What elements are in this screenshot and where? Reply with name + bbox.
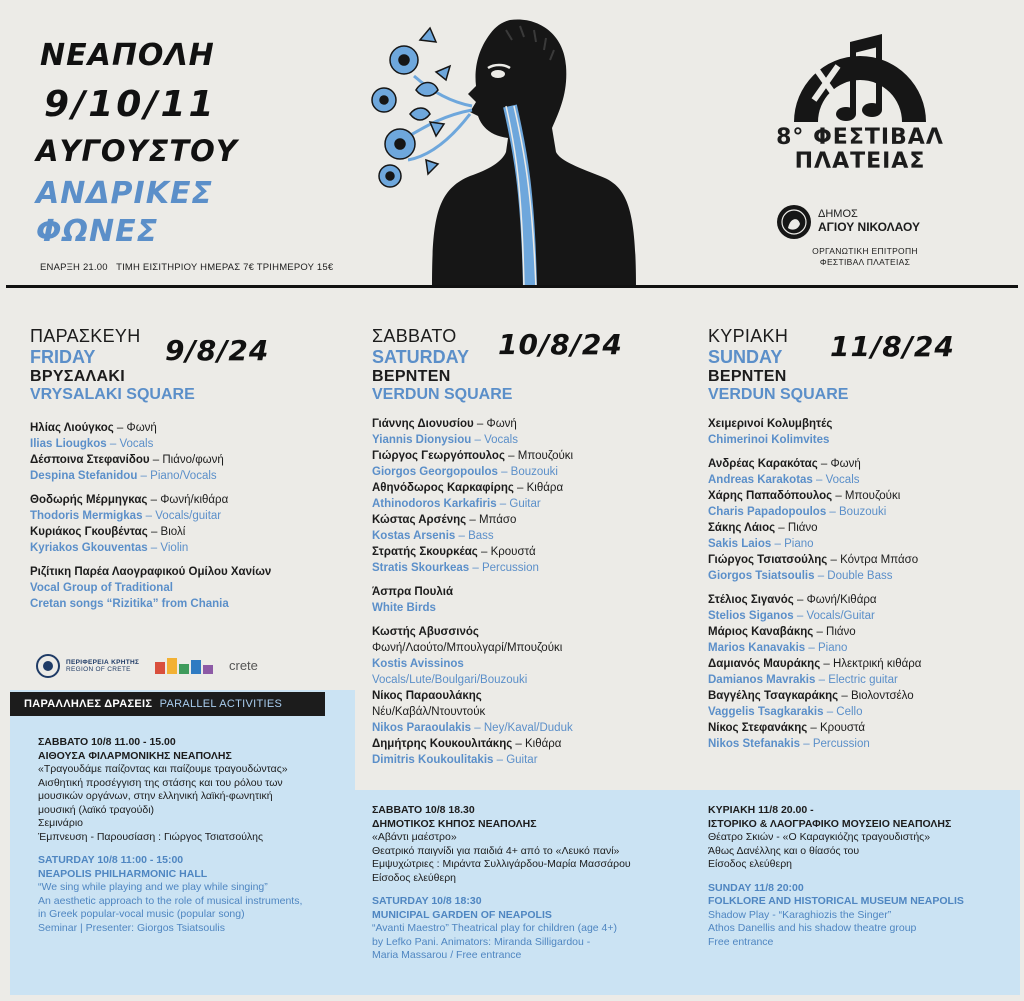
performer-role-english: Vocals/guitar: [155, 510, 222, 522]
municipality-seal-icon: [776, 204, 812, 240]
performer-name-english: Nikos Stefanakis: [708, 738, 801, 750]
dash: –: [820, 658, 833, 670]
dash: –: [512, 738, 525, 750]
dash: –: [793, 610, 807, 622]
performer-name-english: Nikos Paraoulakis: [372, 722, 472, 734]
event-shadow-play: [708, 804, 1018, 949]
spacer: [708, 872, 1018, 882]
lineup-row: [372, 416, 692, 432]
performer-name: Ανδρέας Καρακότας: [708, 458, 818, 470]
lineup: [708, 416, 1018, 752]
spacer: [372, 885, 692, 895]
performer-name: Δημήτρης Κουκουλιτάκης: [372, 738, 513, 750]
header-divider: [6, 285, 1018, 288]
parallel-label-greek: ΠΑΡΑΛΛΗΛΕΣ ΔΡΑΣΕΙΣ: [24, 698, 153, 710]
event-heading-english: NEAPOLIS PHILHARMONIC HALL: [38, 867, 208, 880]
lineup-row: [30, 564, 350, 580]
dash: –: [815, 674, 829, 686]
lineup-row: [372, 560, 692, 576]
lineup-row: [708, 672, 1018, 688]
performer-role: Κιθάρα: [525, 738, 562, 750]
day-greek: ΚΥΡΙΑΚΗ: [708, 326, 789, 346]
performer-name-english: Sakis Laios: [708, 538, 772, 550]
day-column-saturday: [372, 326, 692, 768]
parallel-activities-header: [10, 692, 325, 716]
municipality-prefix: ΔΗΜΟΣ: [818, 208, 858, 220]
dash: –: [147, 542, 161, 554]
crete-wordmark: crete: [229, 657, 258, 673]
event-text-english: Free entrance: [708, 935, 774, 948]
lineup-row: [708, 456, 1018, 472]
lineup-row: [372, 672, 692, 688]
lineup-row: [372, 464, 692, 480]
performer-name: Χάρης Παπαδόπουλος: [708, 490, 833, 502]
header-dates: 9/10/11: [44, 84, 217, 125]
group-name-english: Vocal Group of Traditional: [30, 582, 173, 594]
day-column-sunday: [708, 326, 1018, 752]
lineup: [372, 416, 692, 768]
event-heading-english: SATURDAY 10/8 11:00 - 15:00: [38, 854, 184, 866]
performer-name-english: Vaggelis Tsagkarakis: [708, 706, 824, 718]
lineup-row: [708, 520, 1018, 536]
event-text-english: Athos Danellis and his shadow theatre group: [708, 922, 917, 934]
performer-role: Πιάνο: [787, 522, 818, 534]
performer-role: Μπάσο: [478, 514, 517, 526]
performer-name: Δαμιανός Μαυράκης: [708, 658, 821, 670]
event-text-english: Seminar | Presenter: Giorgos Tsiatsoulis: [38, 921, 225, 934]
event-heading: ΙΣΤΟΡΙΚΟ & ΛΑΟΓΡΑΦΙΚΟ ΜΟΥΣΕΙΟ ΝΕΑΠΟΛΗΣ: [708, 817, 952, 830]
spacer: [38, 844, 358, 854]
event-text: «Αβάντι μαέστρο»: [372, 831, 457, 843]
event-theatre-play: [372, 804, 692, 963]
performer-name: Σάκης Λάιος: [708, 522, 776, 534]
region-greek: ΠΕΡΙΦΕΡΕΙΑ ΚΡΗΤΗΣ: [66, 659, 140, 666]
spacer: [708, 584, 1018, 592]
parallel-label-english: PARALLEL ACTIVITIES: [159, 698, 283, 710]
lineup-row: [708, 416, 1018, 432]
performer-role-english: Cello: [836, 706, 863, 718]
lineup-row: [30, 580, 350, 596]
performer-role-english: Violin: [160, 542, 189, 554]
performer-role: Φωνή/Κιθάρα: [806, 594, 877, 606]
region-crete-logo: [36, 654, 139, 678]
performer-name: Γιώργος Γεωργόπουλος: [372, 450, 505, 462]
performer-name-english: Thodoris Mermigkas: [30, 510, 143, 522]
lineup-row: [708, 624, 1018, 640]
performer-role: Βιολί: [160, 526, 186, 538]
performer-role: Φωνή/κιθάρα: [160, 494, 229, 506]
lineup-row: [372, 512, 692, 528]
performer-role: Κιθάρα: [526, 482, 564, 494]
performer-name-english: Stratis Skourkeas: [372, 562, 470, 574]
event-seminar: [38, 736, 358, 935]
day-column-friday: [30, 326, 350, 612]
festival-label-line2: ΠΛΑΤΕΙΑΣ: [794, 149, 926, 174]
municipality-name: [818, 208, 920, 235]
header-info: ΕΝΑΡΞΗ 21.00 ΤΙΜΗ ΕΙΣΙΤΗΡΙΟΥ ΗΜΕΡΑΣ 7€ ΤΡΙΗΜΕΡΟΥ 15€: [40, 262, 334, 273]
performer-role: Μπουζούκι: [517, 450, 574, 462]
event-text: Εμψυχώτριες : Μιράντα Συλλιγάρδου-Μαρία Μασσάρου: [372, 858, 631, 870]
spacer: [372, 616, 692, 624]
event-text-english: in Greek popular-vocal music (popular song): [38, 908, 245, 920]
dash: –: [504, 450, 518, 462]
committee-line1: ΟΡΓΑΝΩΤΙΚΗ ΕΠΙΤΡΟΠΗ: [812, 246, 918, 256]
venue-greek: ΒΕΡΝΤΕΝ: [372, 368, 451, 385]
dash: –: [471, 722, 484, 734]
performer-role: Κρουστά: [490, 546, 536, 558]
performer-role: Βιολοντσέλο: [850, 690, 914, 702]
committee-label: [800, 246, 930, 268]
performer-role-english: Piano/Vocals: [150, 470, 217, 482]
event-text-english: Shadow Play - “Karaghiozis the Singer”: [708, 908, 892, 921]
performer-role-english: Bass: [468, 530, 494, 542]
dash: –: [793, 594, 807, 606]
lineup-row: [372, 448, 692, 464]
performer-name-english: Andreas Karakotas: [708, 474, 813, 486]
lineup-row: [30, 436, 350, 452]
event-heading: ΑΙΘΟΥΣΑ ΦΙΛΑΡΜΟΝΙΚΗΣ ΝΕΑΠΟΛΗΣ: [38, 749, 232, 762]
event-heading-english: SUNDAY 11/8 20:00: [708, 881, 804, 894]
lineup: [30, 420, 350, 612]
dash: –: [812, 474, 826, 486]
performer-name: Νίκος Παραουλάκης: [372, 690, 482, 702]
lineup-row: [30, 540, 350, 556]
performer-role-english: Guitar: [506, 754, 538, 766]
performer-role-english: Bouzouki: [839, 506, 887, 518]
event-text: μουσική (λαϊκό τραγούδι): [38, 803, 155, 816]
performer-role: Πιάνο: [826, 626, 856, 638]
dash: –: [513, 482, 527, 494]
event-text: «Τραγουδάμε παίζοντας και παίζουμε τραγουδώντας»: [38, 763, 288, 775]
dash: –: [827, 554, 841, 566]
event-text: μουσικών οργάνων, στην ελληνική λαϊκή-φωνητική: [38, 790, 273, 802]
crete-brand-logo: [155, 656, 258, 674]
dash: –: [832, 490, 845, 502]
event-text-english: An aesthetic approach to the role of musical instruments,: [38, 894, 303, 907]
lineup-row: [372, 656, 692, 672]
performer-name: Κώστας Αρσένης: [372, 514, 467, 526]
dash: –: [149, 454, 163, 466]
event-text: Είσοδος ελεύθερη: [372, 871, 457, 884]
performer-role: Νέυ/Καβάλ/Ντουντούκ: [372, 706, 486, 718]
region-seal-icon: [36, 654, 60, 678]
performer-role: Φωνή: [486, 418, 517, 430]
performer-name-english: Stelios Siganos: [708, 610, 794, 622]
dash: –: [147, 526, 161, 538]
performer-name-english: Marios Kanavakis: [708, 642, 806, 654]
spacer: [30, 556, 350, 564]
performer-role-english: Vocals/Lute/Boulgari/Bouzouki: [372, 674, 528, 686]
lineup-row: [372, 600, 692, 616]
performer-name-english: Giorgos Georgopoulos: [372, 466, 498, 478]
performer-name: Μάριος Καναβάκης: [708, 626, 814, 638]
lineup-row: [30, 492, 350, 508]
day-english: SUNDAY: [708, 347, 783, 367]
venue-greek: ΒΡΥΣΑΛΑΚΙ: [30, 368, 125, 385]
performer-role-english: Vocals: [825, 474, 860, 486]
performer-name-english: Giorgos Tsiatsoulis: [708, 570, 815, 582]
lineup-row: [708, 552, 1018, 568]
spacer: [708, 448, 1018, 456]
event-heading-english: SATURDAY 10/8 18:30: [372, 895, 482, 907]
lineup-row: [708, 504, 1018, 520]
lineup-row: [708, 736, 1018, 752]
performer-name: Γιάννης Διονυσίου: [372, 418, 474, 430]
dash: –: [137, 470, 151, 482]
dash: –: [469, 562, 482, 574]
performer-name: Νίκος Στεφανάκης: [708, 722, 808, 734]
festival-logo-icon: [790, 30, 930, 125]
header-town: ΝΕΑΠΟΛΗ: [40, 38, 215, 73]
lineup-row: [708, 608, 1018, 624]
performer-name-english: Despina Stefanidou: [30, 470, 138, 482]
performer-name: Δέσποινα Στεφανίδου: [30, 454, 150, 466]
performer-name-english: Yiannis Dionysiou: [372, 434, 472, 446]
dash: –: [838, 690, 851, 702]
performer-name-english: Athinodoros Karkafiris: [372, 498, 497, 510]
dash: –: [466, 514, 479, 526]
event-text: Αισθητική προσέγγιση της στάσης και του ρόλου των: [38, 776, 283, 789]
lineup-row: [372, 752, 692, 768]
performer-role-english: Guitar: [509, 498, 541, 510]
performer-name: Βαγγέλης Τσαγκαράκης: [708, 690, 839, 702]
event-heading-english: FOLKLORE AND HISTORICAL MUSEUM NEAPOLIS: [708, 895, 964, 907]
lineup-row: [30, 468, 350, 484]
lineup-row: [372, 688, 692, 704]
lineup-row: [30, 420, 350, 436]
event-text: Θεατρικό παιγνίδι για παιδιά 4+ από το «Λευκό πανί»: [372, 844, 620, 857]
lineup-row: [708, 656, 1018, 672]
performer-name: Αθηνόδωρος Καρκαφίρης: [372, 482, 514, 494]
festival-label: [770, 126, 950, 174]
dash: –: [497, 466, 511, 478]
singer-illustration: [360, 10, 640, 288]
lineup-row: [708, 640, 1018, 656]
region-text: [66, 659, 139, 673]
date-saturday: 10/8/24: [498, 328, 623, 361]
lineup-row: [372, 736, 692, 752]
performer-name: Χειμερινοί Κολυμβητές: [708, 418, 833, 430]
dash: –: [455, 530, 469, 542]
performer-name: Ριζίτικη Παρέα Λαογραφικού Ομίλου Χανίων: [30, 566, 272, 578]
performer-name: Άσπρα Πουλιά: [372, 586, 454, 598]
dash: –: [106, 438, 120, 450]
lineup-row: [372, 704, 692, 720]
dash: –: [807, 722, 821, 734]
day-greek: ΣΑΒΒΑΤΟ: [372, 326, 457, 346]
event-heading-english: MUNICIPAL GARDEN OF NEAPOLIS: [372, 908, 552, 921]
performer-role: Κόντρα Μπάσο: [840, 554, 919, 566]
spacer: [372, 576, 692, 584]
dash: –: [473, 418, 487, 430]
date-friday: 9/8/24: [165, 334, 270, 367]
dash: –: [493, 754, 507, 766]
lineup-row: [372, 584, 692, 600]
dash: –: [771, 538, 785, 550]
dash: –: [471, 434, 485, 446]
performer-name: Κυριάκος Γκουβέντας: [30, 526, 148, 538]
lineup-row: [708, 432, 1018, 448]
dash: –: [817, 458, 831, 470]
group-name-english: Chimerinoi Kolimvites: [708, 434, 830, 446]
dash: –: [147, 494, 161, 506]
performer-name: Θοδωρής Μέρμηγκας: [30, 494, 148, 506]
lineup-row: [708, 472, 1018, 488]
lineup-row: [708, 536, 1018, 552]
lineup-row: [708, 488, 1018, 504]
lineup-row: [30, 596, 350, 612]
dash: –: [113, 422, 127, 434]
performer-name: Κωστής Αβυσσινός: [372, 626, 479, 638]
dash: –: [496, 498, 510, 510]
day-greek: ΠΑΡΑΣΚΕΥΗ: [30, 326, 141, 346]
performer-role: Φωνή/Λαούτο/Μπουλγαρί/Μπουζούκι: [372, 642, 563, 654]
performer-name-english: Damianos Mavrakis: [708, 674, 816, 686]
performer-role-english: Double Bass: [827, 570, 893, 582]
event-heading: ΚΥΡΙΑΚΗ 11/8 20.00 -: [708, 804, 814, 816]
event-text-english: “Avanti Maestro” Theatrical play for children (age 4+): [372, 922, 618, 934]
committee-line2: ΦΕΣΤΙΒΑΛ ΠΛΑΤΕΙΑΣ: [819, 257, 911, 267]
event-text-english: by Lefko Pani. Animators: Miranda Silligardou -: [372, 935, 591, 948]
lineup-row: [708, 720, 1018, 736]
header-month: ΑΥΓΟΥΣΤΟΥ: [36, 134, 238, 168]
lineup-row: [30, 452, 350, 468]
venue-greek: ΒΕΡΝΤΕΝ: [708, 368, 787, 385]
performer-role: Μπουζούκι: [844, 490, 901, 502]
group-name-english: Kostis Avissinos: [372, 658, 464, 670]
performer-name: Στρατής Σκουρκέας: [372, 546, 478, 558]
performer-role: Ηλεκτρική κιθάρα: [832, 658, 922, 670]
region-english: REGION OF CRETE: [66, 666, 131, 673]
venue-english: VRYSALAKI SQUARE: [30, 386, 195, 403]
performer-role-english: Ney/Kaval/Duduk: [483, 722, 573, 734]
event-text: Θέατρο Σκιών - «Ο Καραγκιόζης τραγουδιστής»: [708, 831, 931, 843]
flowers-icon: [372, 28, 472, 187]
performer-role-english: Electric guitar: [828, 674, 898, 686]
venue-english: VERDUN SQUARE: [708, 386, 849, 403]
performer-role: Φωνή: [126, 422, 157, 434]
performer-name-english: Ilias Liougkos: [30, 438, 107, 450]
performer-name-english: Kyriakos Gkouventas: [30, 542, 148, 554]
lineup-row: [372, 496, 692, 512]
event-text: Έμπνευση - Παρουσίαση : Γιώργος Τσιατσούλης: [38, 830, 264, 843]
festival-label-line1: 8° ΦΕΣΤΙΒΑΛ: [776, 125, 944, 150]
performer-role-english: Vocals/Guitar: [806, 610, 875, 622]
performer-name-english: Charis Papadopoulos: [708, 506, 827, 518]
performer-name: Στέλιος Σιγανός: [708, 594, 794, 606]
day-english: SATURDAY: [372, 347, 470, 367]
spacer: [30, 484, 350, 492]
lineup-row: [372, 480, 692, 496]
event-text-english: “We sing while playing and we play while singing”: [38, 881, 268, 893]
dash: –: [775, 522, 788, 534]
dash: –: [823, 706, 837, 718]
lineup-row: [708, 592, 1018, 608]
lineup-row: [372, 624, 692, 640]
event-text-english: Maria Massarou / Free entrance: [372, 949, 522, 961]
performer-name-english: Kostas Arsenis: [372, 530, 456, 542]
dash: –: [800, 738, 813, 750]
header-theme-line2: ΦΩΝΕΣ: [36, 214, 159, 249]
group-name-english: Cretan songs “Rizitika” from Chania: [30, 598, 229, 610]
performer-role: Πιάνο/φωνή: [162, 454, 224, 466]
performer-name-english: Dimitris Koukoulitakis: [372, 754, 494, 766]
lineup-row: [372, 528, 692, 544]
performer-role-english: Percussion: [481, 562, 539, 574]
performer-role-english: Piano: [784, 538, 814, 550]
dash: –: [477, 546, 491, 558]
event-heading: ΔΗΜΟΤΙΚΟΣ ΚΗΠΟΣ ΝΕΑΠΟΛΗΣ: [372, 817, 537, 830]
performer-name: Γιώργος Τσιατσούλης: [708, 554, 828, 566]
event-heading: ΣΑΒΒΑΤΟ 10/8 11.00 - 15.00: [38, 736, 176, 748]
performer-role: Φωνή: [830, 458, 861, 470]
performer-role-english: Vocals: [484, 434, 518, 446]
performer-role: Κρουστά: [820, 722, 866, 734]
dash: –: [142, 510, 156, 522]
event-text: Είσοδος ελεύθερη: [708, 858, 793, 870]
performer-name: Ηλίας Λιούγκος: [30, 422, 114, 434]
date-sunday: 11/8/24: [830, 330, 955, 363]
lineup-row: [30, 524, 350, 540]
performer-role-english: Bouzouki: [510, 466, 558, 478]
performer-role-english: Piano: [817, 642, 848, 654]
lineup-row: [372, 720, 692, 736]
event-text: Άθως Δανέλλης και ο θίασός του: [708, 844, 860, 857]
dash: –: [805, 642, 818, 654]
performer-role-english: Vocals: [119, 438, 154, 450]
lineup-row: [372, 544, 692, 560]
day-english: FRIDAY: [30, 347, 96, 367]
header-theme-line1: ΑΝΔΡΙΚΕΣ: [36, 176, 213, 211]
dash: –: [813, 626, 827, 638]
lineup-row: [708, 688, 1018, 704]
lineup-row: [372, 640, 692, 656]
lineup-row: [708, 568, 1018, 584]
event-text: Σεμινάριο: [38, 817, 84, 829]
venue-english: VERDUN SQUARE: [372, 386, 513, 403]
dash: –: [814, 570, 828, 582]
dash: –: [826, 506, 840, 518]
municipality-title: ΑΓΙΟΥ ΝΙΚΟΛΑΟΥ: [818, 220, 921, 234]
lineup-row: [30, 508, 350, 524]
event-heading: ΣΑΒΒΑΤΟ 10/8 18.30: [372, 804, 475, 816]
crete-mark-icon: [155, 656, 225, 674]
performer-role-english: Percussion: [812, 738, 870, 750]
group-name-english: White Birds: [372, 602, 436, 614]
lineup-row: [708, 704, 1018, 720]
lineup-row: [372, 432, 692, 448]
